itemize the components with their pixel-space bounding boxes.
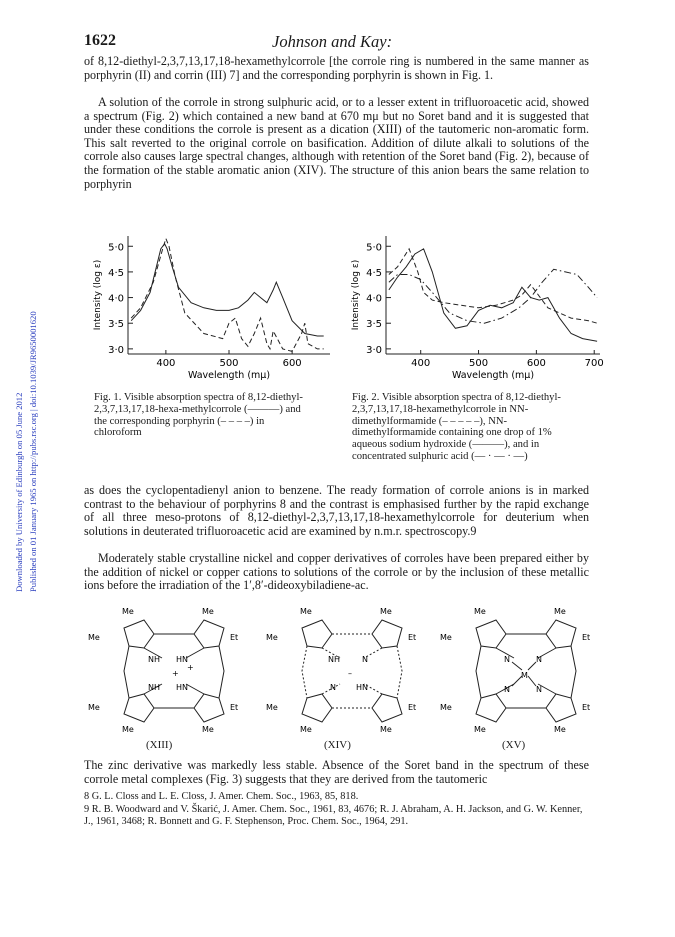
s15-me-6: Me — [554, 725, 566, 734]
s13-plus-2: + — [172, 669, 179, 678]
watermark-line-1: Downloaded by University of Edinburgh on 05 June 2012 — [14, 392, 24, 592]
fig2-ytick-label: 4·0 — [366, 293, 382, 305]
fig1-ytick-label: 5·0 — [108, 242, 124, 254]
figure-2 — [348, 228, 610, 384]
fig1-xtick-label: 600 — [282, 358, 302, 369]
fig2-x-label: Wavelength (mμ) — [451, 370, 535, 381]
fig2-ytick-label: 5·0 — [366, 242, 382, 254]
s13-et-2: Et — [230, 703, 239, 712]
fig2-series-dashdot — [389, 269, 597, 323]
s15-n-2: N — [536, 655, 542, 664]
s15-n-3: N — [504, 685, 510, 694]
structure-xiii — [88, 607, 238, 734]
s15-et-2: Et — [582, 703, 591, 712]
s15-me-1: Me — [474, 607, 486, 616]
s15-n-4: N — [536, 685, 542, 694]
figure-1-chart — [90, 228, 340, 384]
s13-nh-1: NH — [148, 655, 160, 664]
structure-xiv — [266, 607, 416, 734]
s13-nh-2: NH — [148, 683, 160, 692]
s13-me-6: Me — [202, 725, 214, 734]
fig1-xtick-label: 500 — [219, 358, 239, 369]
fig2-xtick-label: 600 — [526, 358, 546, 369]
running-head: Johnson and Kay: — [272, 32, 393, 51]
s13-me-4: Me — [88, 703, 100, 712]
s14-et-1: Et — [408, 633, 417, 642]
s14-me-2: Me — [380, 607, 392, 616]
s13-et-1: Et — [230, 633, 239, 642]
fig1-ytick-label: 3·0 — [108, 344, 124, 356]
label-xiii: (XIII) — [146, 739, 173, 751]
s14-n-1: N — [362, 655, 368, 664]
structure-xv — [440, 607, 590, 734]
fig2-xtick-label: 500 — [468, 358, 489, 369]
s15-me-4: Me — [440, 703, 452, 712]
s14-et-2: Et — [408, 703, 417, 712]
fig1-xtick-label: 400 — [156, 358, 176, 369]
fig2-ytick-label: 4·5 — [366, 267, 382, 279]
figure-1-caption: Fig. 1. Visible absorption spectra of 8,12-diethyl-2,3,7,13,17,18-hexa-methylcorrole (———) and the corresponding porphyrin (– – – –) in chloroform — [94, 392, 303, 439]
s14-me-5: Me — [300, 725, 312, 734]
s13-me-5: Me — [122, 725, 134, 734]
figure-2-caption: Fig. 2. Visible absorption spectra of 8,12-diethyl-2,3,7,13,17,18-hexamethylcorrole in NN-dimethylformamide (– – – – –), NN-dimethylformamide containing one drop of 1% aqueous sodium hydroxide (———), and in concentrated sulphuric acid (— · — · —) — [352, 392, 561, 462]
watermark-line-2: Published on 01 January 1965 on http://pubs.rsc.org | doi:10.1039/JR9650001620 — [28, 311, 38, 592]
s13-hn-2: HN — [176, 683, 188, 692]
paragraph-2: A solution of the corrole in strong sulphuric acid, or to a lesser extent in trifluoroacetic acid, showed a spectrum (Fig. 2) which contained a new band at 670 mμ but no Soret band and it is suggested that under these conditions the corrole is present as a dication (XIII) of the tautomeric non-aromatic form. This salt reverted to the original corrole on basification. Addition of dilute alkali to solutions of the corrole also causes large spectral changes, although with retention of the Soret band (Fig. 2), because of the formation of the stable aromatic anion (XIV). The structure of this anion bears the same relation to porphyrin — [84, 95, 589, 191]
s15-me-3: Me — [440, 633, 452, 642]
figure-1 — [90, 228, 340, 384]
fig2-ytick-label: 3·0 — [366, 344, 382, 356]
download-watermark — [0, 210, 38, 610]
s14-me-6: Me — [380, 725, 392, 734]
fig1-x-label: Wavelength (mμ) — [187, 370, 271, 381]
s14-minus: – — [348, 669, 352, 678]
s14-me-1: Me — [300, 607, 312, 616]
s13-hn-1: HN — [176, 655, 188, 664]
s15-n-1: N — [504, 655, 510, 664]
s14-me-4: Me — [266, 703, 278, 712]
fig2-series-dashed — [389, 249, 597, 323]
s13-me-1: Me — [122, 607, 134, 616]
s14-n-2: N — [330, 683, 336, 692]
fig1-ytick-label: 4·0 — [108, 293, 124, 305]
fig1-ytick-label: 3·5 — [108, 319, 124, 331]
footnote-8: 8 G. L. Closs and L. E. Closs, J. Amer. Chem. Soc., 1963, 85, 818. — [84, 791, 359, 802]
fig2-xtick-label: 400 — [411, 358, 431, 369]
paragraph-4: Moderately stable crystalline nickel and copper derivatives of corroles have been prepared either by the addition of nickel or copper cations to solutions of the corrole or by the inclusion of these metallic ions before the irradiation of the 1′,8′-dideoxybiladiene-ac. — [84, 551, 589, 593]
fig2-series-solid — [389, 249, 597, 341]
s14-me-3: Me — [266, 633, 278, 642]
label-xiv: (XIV) — [324, 739, 351, 751]
s15-et-1: Et — [582, 633, 591, 642]
page-number: 1622 — [84, 32, 116, 49]
s13-me-2: Me — [202, 607, 214, 616]
footnote-9: 9 R. B. Woodward and V. Škarić, J. Amer. Chem. Soc., 1961, 83, 4676; R. J. Abraham, A. H. Jackson, and G. W. Kenner, J., 1961, 3468; R. Bonnett and G. F. Stephenson, Proc. Chem. Soc., 1964, 291. — [84, 804, 583, 827]
s14-hn: HN — [356, 683, 368, 692]
s13-plus-1: + — [187, 663, 194, 672]
s14-nh: NH — [328, 655, 340, 664]
s15-metal: M — [521, 671, 528, 680]
fig1-y-label: Intensity (log ε) — [93, 259, 103, 331]
s15-me-2: Me — [554, 607, 566, 616]
fig1-ytick-label: 4·5 — [108, 267, 124, 279]
structures-panel — [84, 606, 596, 738]
fig2-y-label: Intensity (log ε) — [351, 259, 361, 331]
paragraph-5: The zinc derivative was markedly less stable. Absence of the Soret band in the spectrum of these corrole metal complexes (Fig. 3) suggests that they are derived from the tautomeric — [84, 758, 589, 786]
fig2-ytick-label: 3·5 — [366, 319, 382, 331]
fig2-xtick-label: 700 — [584, 358, 604, 369]
fig1-series-dashed — [131, 239, 324, 352]
paragraph-1: of 8,12-diethyl-2,3,7,13,17,18-hexamethylcorrole [the corrole ring is numbered in the same manner as porphyrin (II) and corrin (III) 7] and the corresponding porphyrin is shown in Fig. 1. — [84, 54, 589, 82]
s13-me-3: Me — [88, 633, 100, 642]
label-xv: (XV) — [502, 739, 526, 751]
paragraph-3: as does the cyclopentadienyl anion to benzene. The ready formation of corrole anions is in marked contrast to the behaviour of porphyrins 8 and the contrast is emphasised further by the rapid exchange of all three meso-protons of 8,12-diethyl-2,3,7,13,17,18-hexamethylcorrole for deuterium when solutions in deuterated trifluoroacetic acid are examined by n.m.r. spectroscopy.9 — [84, 483, 589, 538]
figure-2-chart — [348, 228, 610, 384]
s15-me-5: Me — [474, 725, 486, 734]
